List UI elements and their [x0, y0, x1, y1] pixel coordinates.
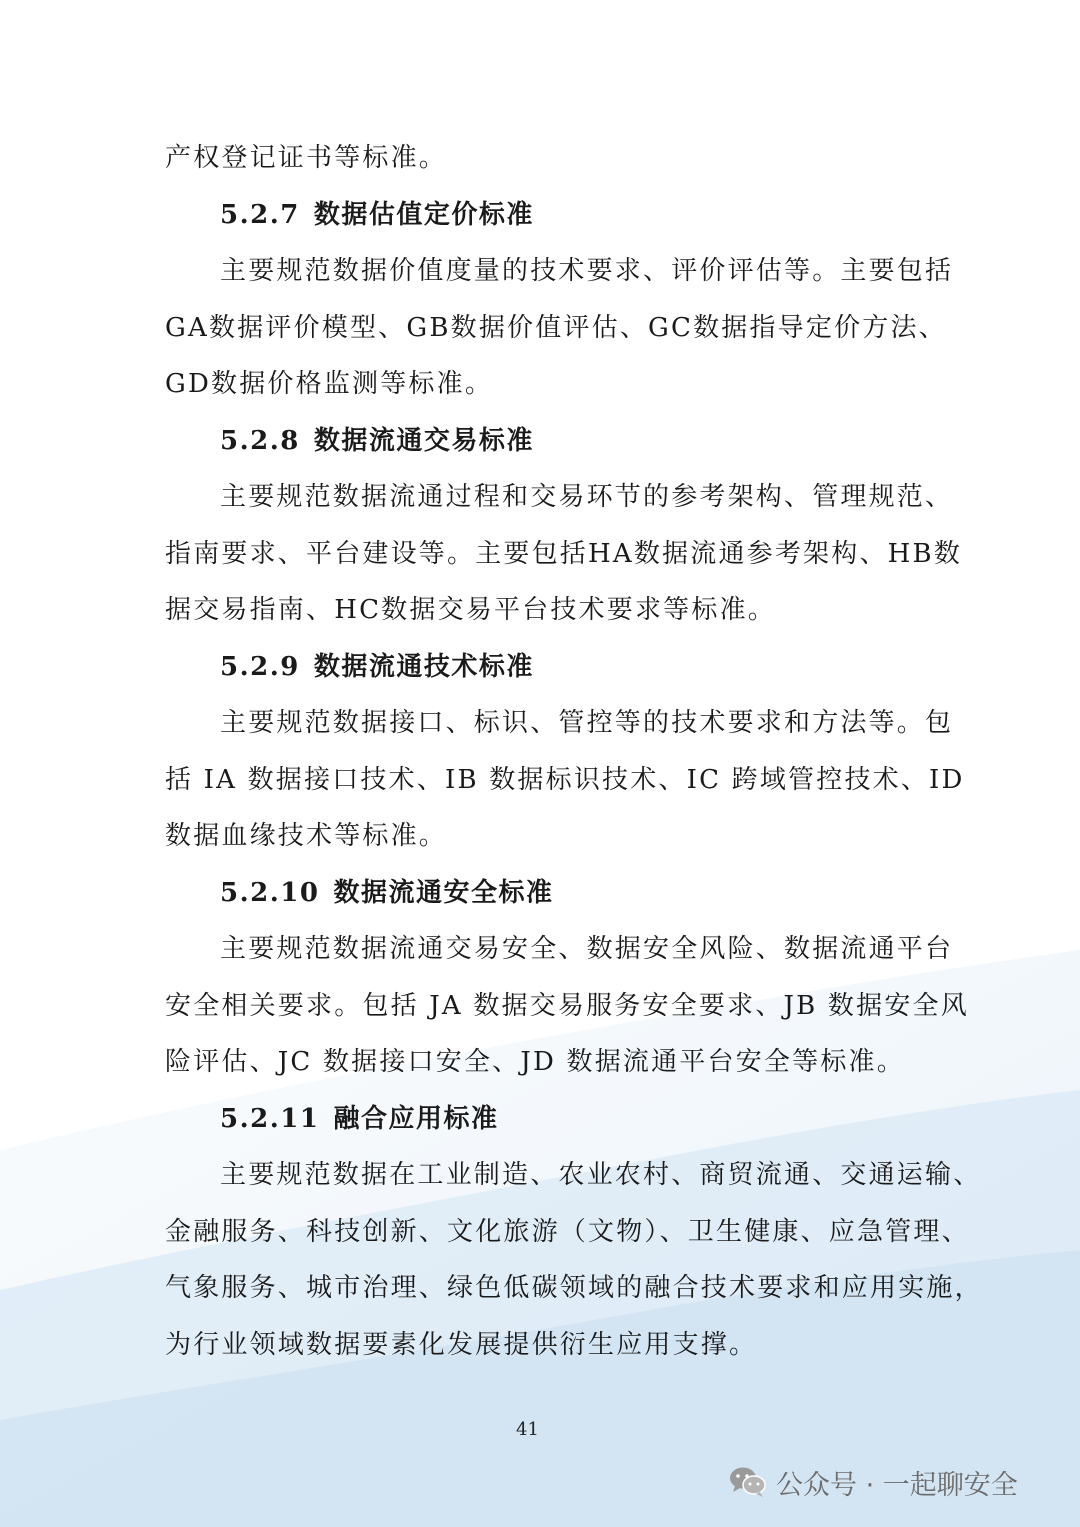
watermark-text: 公众号 · 一起聊安全 [776, 1469, 1018, 1501]
watermark [728, 1462, 1018, 1502]
paragraph-line: 金融服务、科技创新、文化旅游（文物）、卫生健康、应急管理、 [165, 1217, 970, 1247]
section-heading [220, 1102, 980, 1136]
section-title: 数据流通安全标准 [333, 878, 554, 908]
section-number: 5.2.8 [220, 426, 300, 456]
section-title: 数据估值定价标准 [313, 200, 534, 230]
paragraph-line: 主要规范数据流通交易安全、数据安全风险、数据流通平台 [220, 934, 954, 964]
section-heading [220, 876, 980, 910]
paragraph-line: 指南要求、平台建设等。主要包括HA数据流通参考架构、HB数 [165, 539, 963, 569]
paragraph-line: 安全相关要求。包括 JA 数据交易服务安全要求、JB 数据安全风 [165, 991, 969, 1021]
paragraph-line: 据交易指南、HC数据交易平台技术要求等标准。 [165, 595, 776, 625]
section-number: 5.2.7 [220, 200, 300, 230]
page-number: 41 [516, 1419, 539, 1440]
paragraph-line: 气象服务、城市治理、绿色低碳领域的融合技术要求和应用实施， [165, 1273, 983, 1303]
paragraph-line: 括 IA 数据接口技术、IB 数据标识技术、IC 跨域管控技术、ID [165, 765, 965, 795]
paragraph-line: 为行业领域数据要素化发展提供衍生应用支撑。 [165, 1330, 758, 1360]
paragraph-line: 主要规范数据价值度量的技术要求、评价评估等。主要包括 [220, 256, 954, 286]
section-heading [220, 198, 980, 232]
paragraph-line: 主要规范数据流通过程和交易环节的参考架构、管理规范、 [220, 482, 954, 512]
paragraph-line: 主要规范数据在工业制造、农业农村、商贸流通、交通运输、 [220, 1160, 982, 1190]
paragraph-line: GA数据评价模型、GB数据价值评估、GC数据指导定价方法、 [165, 313, 947, 343]
paragraph-line: 产权登记证书等标准。 [165, 143, 448, 173]
wechat-icon [728, 1465, 768, 1499]
section-number: 5.2.11 [220, 1104, 320, 1134]
paragraph-line: 险评估、JC 数据接口安全、JD 数据流通平台安全等标准。 [165, 1047, 905, 1077]
section-number: 5.2.9 [220, 652, 300, 682]
section-number: 5.2.10 [220, 878, 320, 908]
section-title: 融合应用标准 [333, 1104, 499, 1134]
section-title: 数据流通交易标准 [313, 426, 534, 456]
paragraph-line: 数据血缘技术等标准。 [165, 821, 448, 851]
section-heading [220, 424, 980, 458]
paragraph-line: 主要规范数据接口、标识、管控等的技术要求和方法等。包 [220, 708, 954, 738]
paragraph-line: GD数据价格监测等标准。 [165, 369, 494, 399]
section-heading [220, 650, 980, 684]
section-title: 数据流通技术标准 [313, 652, 534, 682]
